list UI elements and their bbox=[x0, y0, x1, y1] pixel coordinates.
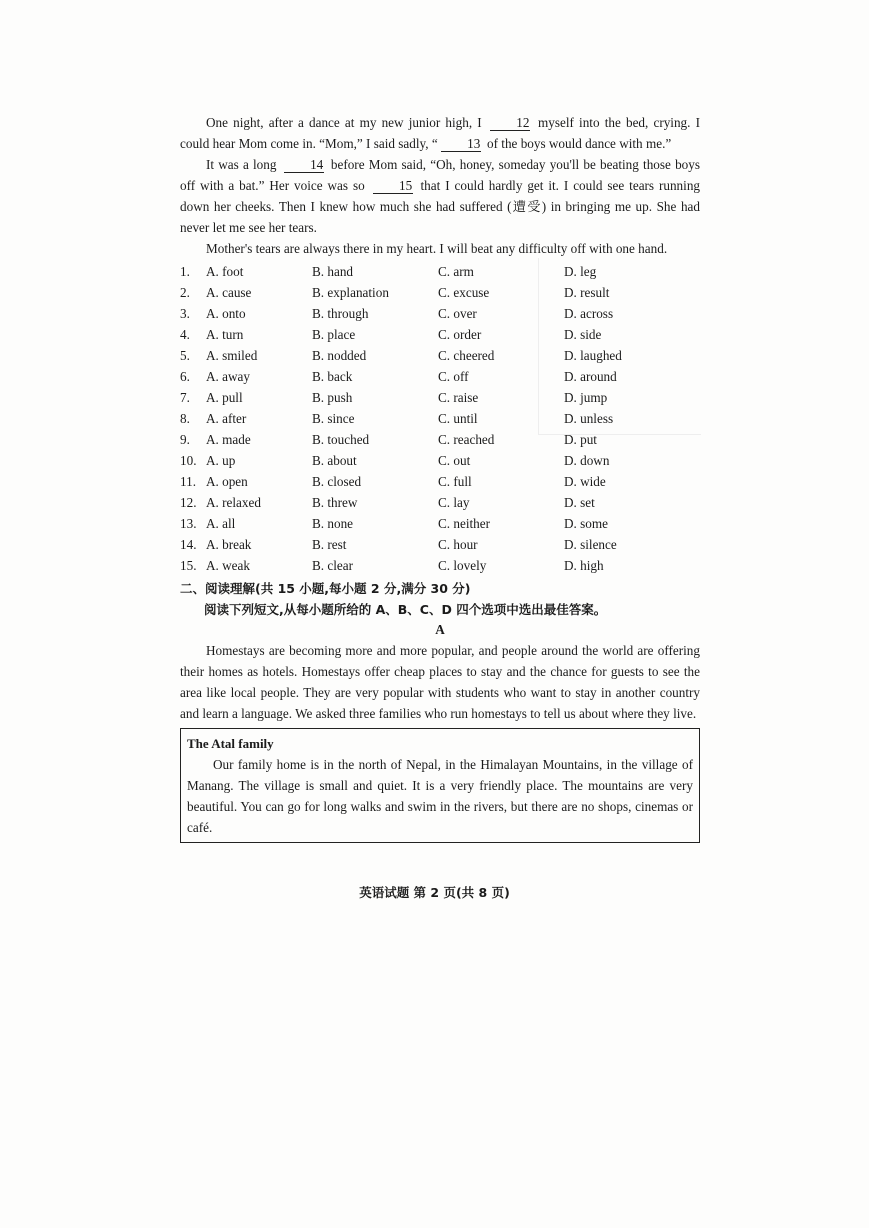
question-number: 2. bbox=[180, 285, 190, 300]
page-content bbox=[180, 112, 700, 843]
option-a: A. smiled bbox=[206, 348, 258, 363]
option-b: B. about bbox=[312, 453, 357, 468]
option-c: C. lay bbox=[438, 495, 470, 510]
option-b: B. push bbox=[312, 390, 353, 405]
option-row bbox=[180, 471, 700, 492]
option-a: A. turn bbox=[206, 327, 244, 342]
option-row bbox=[180, 282, 700, 303]
option-d: D. high bbox=[564, 558, 604, 573]
question-number: 3. bbox=[180, 306, 190, 321]
cloze-text: of the boys would dance with me.” bbox=[487, 136, 672, 151]
option-d: D. unless bbox=[564, 411, 614, 426]
option-c: C. arm bbox=[438, 264, 474, 279]
question-number: 5. bbox=[180, 348, 190, 363]
option-c: C. over bbox=[438, 306, 477, 321]
blank-13: 13 bbox=[441, 136, 481, 152]
cloze-text: myself into the bed, crying. I could hear Mom come in. “Mom,” I said sadly, “ bbox=[180, 115, 700, 151]
passage-intro: Homestays are becoming more and more popular, and people around the world are offering their homes as hotels. Homestays offer cheap places to stay and the chance for guests to see the area like local people. They are very popular with students who want to stay in another country and learn a language. We asked three families who run homestays to tell us about where they live. bbox=[180, 643, 700, 721]
option-b: B. touched bbox=[312, 432, 370, 447]
option-a: A. made bbox=[206, 432, 251, 447]
option-d: D. result bbox=[564, 285, 610, 300]
option-row bbox=[180, 555, 700, 576]
page-footer: 英语试题 第 2 页(共 8 页) bbox=[359, 885, 510, 900]
option-b: B. clear bbox=[312, 558, 354, 573]
option-c: C. until bbox=[438, 411, 478, 426]
cloze-text: One night, after a dance at my new junior high, I bbox=[206, 115, 482, 130]
question-number: 1. bbox=[180, 264, 190, 279]
question-number: 9. bbox=[180, 432, 190, 447]
option-d: D. across bbox=[564, 306, 614, 321]
box-title: The Atal family bbox=[187, 736, 274, 751]
option-a: A. cause bbox=[206, 285, 252, 300]
option-a: A. relaxed bbox=[206, 495, 261, 510]
option-c: C. lovely bbox=[438, 558, 487, 573]
cloze-text: It was a long bbox=[206, 157, 277, 172]
answer-options-list bbox=[180, 261, 700, 576]
option-a: A. foot bbox=[206, 264, 244, 279]
option-b: B. through bbox=[312, 306, 369, 321]
option-c: C. off bbox=[438, 369, 469, 384]
option-row bbox=[180, 492, 700, 513]
option-c: C. hour bbox=[438, 537, 478, 552]
option-a: A. weak bbox=[206, 558, 250, 573]
option-a: A. break bbox=[206, 537, 252, 552]
option-d: D. wide bbox=[564, 474, 606, 489]
option-row bbox=[180, 408, 700, 429]
option-row bbox=[180, 366, 700, 387]
option-d: D. down bbox=[564, 453, 610, 468]
option-d: D. put bbox=[564, 432, 597, 447]
option-c: C. raise bbox=[438, 390, 479, 405]
question-number: 12. bbox=[180, 495, 197, 510]
option-d: D. laughed bbox=[564, 348, 622, 363]
box-text: Our family home is in the north of Nepal, in the Himalayan Mountains, in the village of Manang. The village is small and quiet. It is a very friendly place. The mountains are very beautiful. You can go for long walks and swim in the rivers, but there are no shops, cinemas or café. bbox=[187, 757, 693, 835]
option-a: A. all bbox=[206, 516, 236, 531]
option-row bbox=[180, 450, 700, 471]
option-b: B. nodded bbox=[312, 348, 367, 363]
option-c: C. cheered bbox=[438, 348, 495, 363]
option-row bbox=[180, 513, 700, 534]
question-number: 10. bbox=[180, 453, 197, 468]
option-a: A. up bbox=[206, 453, 236, 468]
option-row bbox=[180, 429, 700, 450]
question-number: 14. bbox=[180, 537, 197, 552]
option-b: B. closed bbox=[312, 474, 362, 489]
option-a: A. onto bbox=[206, 306, 246, 321]
question-number: 15. bbox=[180, 558, 197, 573]
question-number: 4. bbox=[180, 327, 190, 342]
option-c: C. reached bbox=[438, 432, 495, 447]
cloze-text: before Mom said, “Oh, honey, someday you'll be beating those boys off with a bat.” Her voice was so bbox=[180, 157, 700, 193]
option-b: B. hand bbox=[312, 264, 354, 279]
question-number: 13. bbox=[180, 516, 197, 531]
option-b: B. rest bbox=[312, 537, 347, 552]
blank-15: 15 bbox=[373, 178, 413, 194]
option-d: D. silence bbox=[564, 537, 617, 552]
option-a: A. open bbox=[206, 474, 248, 489]
section-instruction: 阅读下列短文,从每小题所给的 A、B、C、D 四个选项中选出最佳答案。 bbox=[204, 602, 607, 617]
cloze-paragraph-2 bbox=[180, 154, 700, 238]
option-d: D. set bbox=[564, 495, 595, 510]
option-a: A. pull bbox=[206, 390, 243, 405]
family-box bbox=[180, 728, 700, 843]
cloze-paragraph-1 bbox=[180, 112, 700, 154]
option-d: D. some bbox=[564, 516, 608, 531]
option-d: D. leg bbox=[564, 264, 597, 279]
option-b: B. back bbox=[312, 369, 353, 384]
option-c: C. neither bbox=[438, 516, 491, 531]
option-row bbox=[180, 261, 700, 282]
option-a: A. away bbox=[206, 369, 250, 384]
passage-letter: A bbox=[435, 622, 445, 637]
option-d: D. around bbox=[564, 369, 617, 384]
option-row bbox=[180, 387, 700, 408]
option-b: B. threw bbox=[312, 495, 358, 510]
section-title: 二、阅读理解(共 15 小题,每小题 2 分,满分 30 分) bbox=[180, 581, 471, 596]
option-b: B. none bbox=[312, 516, 354, 531]
option-c: C. excuse bbox=[438, 285, 490, 300]
question-number: 8. bbox=[180, 411, 190, 426]
option-c: C. order bbox=[438, 327, 482, 342]
option-row bbox=[180, 345, 700, 366]
cloze-paragraph-3: Mother's tears are always there in my heart. I will beat any difficulty off with one hand. bbox=[206, 241, 668, 256]
option-c: C. out bbox=[438, 453, 471, 468]
option-a: A. after bbox=[206, 411, 247, 426]
option-c: C. full bbox=[438, 474, 472, 489]
question-number: 6. bbox=[180, 369, 190, 384]
option-b: B. explanation bbox=[312, 285, 389, 300]
question-number: 7. bbox=[180, 390, 190, 405]
option-d: D. side bbox=[564, 327, 602, 342]
option-b: B. place bbox=[312, 327, 356, 342]
question-number: 11. bbox=[180, 474, 196, 489]
option-row bbox=[180, 324, 700, 345]
blank-14: 14 bbox=[284, 157, 324, 173]
cloze-text: that I could hardly get it. I could see tears running down her cheeks. Then I knew how much she had suffered (遭受) in bringing me up. She had never let me see her tears. bbox=[180, 178, 701, 235]
option-row bbox=[180, 303, 700, 324]
blank-12: 12 bbox=[490, 115, 530, 131]
option-row bbox=[180, 534, 700, 555]
option-b: B. since bbox=[312, 411, 355, 426]
option-d: D. jump bbox=[564, 390, 608, 405]
